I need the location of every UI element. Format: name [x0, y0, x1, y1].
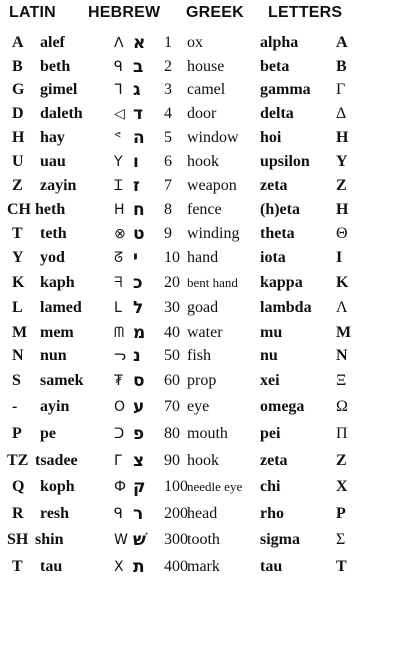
hebrew-letter: כ — [133, 273, 143, 293]
header-latin: LATIN — [9, 4, 56, 21]
greek-name: delta — [260, 105, 294, 122]
letter-meaning: mark — [187, 558, 220, 575]
greek-letter: Z — [336, 177, 347, 194]
greek-letter: Y — [336, 153, 348, 170]
paleo-hebrew-glyph: ᘔ — [114, 250, 124, 266]
paleo-hebrew-glyph: ᕼ — [114, 202, 125, 218]
paleo-hebrew-glyph: Ф — [114, 479, 127, 495]
latin-name: ayin — [40, 398, 70, 415]
header-hebrew: HEBREW — [88, 4, 161, 21]
latin-name: nun — [40, 347, 67, 364]
hebrew-letter: ו — [133, 152, 139, 172]
letter-meaning: bent hand — [187, 275, 238, 290]
greek-letter: A — [336, 34, 348, 51]
paleo-hebrew-glyph: ᓓ — [114, 348, 126, 364]
letter-meaning: house — [187, 58, 225, 75]
letter-meaning: fish — [187, 347, 211, 364]
greek-letter: H — [336, 201, 349, 218]
greek-letter: K — [336, 274, 349, 291]
greek-letter: T — [336, 558, 347, 575]
latin-letter: Z — [12, 177, 23, 194]
latin-name: heth — [35, 201, 66, 218]
numeric-value: 20 — [164, 274, 180, 291]
paleo-hebrew-glyph: ᒥ — [114, 453, 122, 469]
latin-letter: L — [12, 299, 23, 316]
latin-letter: CH — [7, 201, 31, 218]
latin-name: resh — [40, 505, 70, 522]
paleo-hebrew-glyph: O — [114, 399, 126, 415]
greek-letter: Ω — [336, 398, 348, 415]
letter-meaning: eye — [187, 398, 210, 415]
hebrew-letter: ע — [133, 397, 145, 417]
numeric-value: 5 — [164, 129, 172, 146]
hebrew-letter: ל — [133, 298, 144, 318]
greek-name: sigma — [260, 531, 300, 548]
letter-meaning: tooth — [187, 531, 220, 548]
paleo-hebrew-glyph: ⴷ — [114, 35, 124, 51]
hebrew-letter: ת — [133, 557, 145, 577]
greek-name: (h)eta — [260, 201, 300, 218]
paleo-hebrew-glyph: ᕝ — [114, 130, 122, 146]
greek-name: tau — [260, 558, 283, 575]
numeric-value: 4 — [164, 105, 172, 122]
greek-name: theta — [260, 225, 295, 242]
hebrew-letter: ב — [133, 57, 144, 77]
greek-name: zeta — [260, 177, 288, 194]
greek-name: lambda — [260, 299, 312, 316]
latin-name: tsadee — [35, 452, 78, 469]
hebrew-letter: ק — [133, 477, 146, 497]
greek-letter: Σ — [336, 531, 346, 548]
paleo-hebrew-glyph: ᒪ — [114, 300, 122, 316]
numeric-value: 80 — [164, 425, 180, 442]
numeric-value: 90 — [164, 452, 180, 469]
letter-meaning: hook — [187, 452, 219, 469]
numeric-value: 60 — [164, 372, 180, 389]
paleo-hebrew-glyph: ◁ — [114, 106, 125, 122]
latin-letter: T — [12, 558, 23, 575]
hebrew-letter: נ — [133, 346, 141, 366]
numeric-value: 9 — [164, 225, 172, 242]
latin-name: koph — [40, 478, 75, 495]
latin-letter: M — [12, 324, 28, 341]
latin-letter: Y — [12, 249, 24, 266]
greek-letter: X — [336, 478, 348, 495]
greek-letter: I — [336, 249, 343, 266]
table-header — [0, 0, 400, 28]
greek-letter: P — [336, 505, 346, 522]
latin-letter: D — [12, 105, 24, 122]
latin-name: beth — [40, 58, 71, 75]
numeric-value: 30 — [164, 299, 180, 316]
numeric-value: 6 — [164, 153, 172, 170]
hebrew-letter: צ — [133, 451, 145, 471]
latin-name: mem — [40, 324, 74, 341]
letter-meaning: hand — [187, 249, 219, 266]
numeric-value: 50 — [164, 347, 180, 364]
latin-name: alef — [40, 34, 65, 51]
greek-name: zeta — [260, 452, 288, 469]
greek-name: chi — [260, 478, 281, 495]
numeric-value: 40 — [164, 324, 180, 341]
paleo-hebrew-glyph: ₮ — [114, 373, 123, 389]
greek-letter: Λ — [336, 299, 348, 316]
latin-letter: T — [12, 225, 23, 242]
greek-name: kappa — [260, 274, 303, 291]
numeric-value: 100 — [164, 478, 188, 495]
paleo-hebrew-glyph: ᑫ — [114, 506, 123, 522]
latin-name: lamed — [40, 299, 82, 316]
latin-letter: G — [12, 81, 25, 98]
greek-name: hoi — [260, 129, 282, 146]
greek-letter: Ξ — [336, 372, 347, 389]
latin-name: samek — [40, 372, 84, 389]
latin-name: pe — [40, 425, 56, 442]
latin-letter: S — [12, 372, 21, 389]
latin-name: shin — [35, 531, 64, 548]
greek-name: alpha — [260, 34, 299, 51]
greek-name: upsilon — [260, 153, 310, 170]
letter-meaning: fence — [187, 201, 222, 218]
greek-name: xei — [260, 372, 280, 389]
latin-name: hay — [40, 129, 65, 146]
numeric-value: 8 — [164, 201, 172, 218]
letter-meaning: mouth — [187, 425, 228, 442]
numeric-value: 70 — [164, 398, 180, 415]
greek-name: nu — [260, 347, 278, 364]
greek-letter: N — [336, 347, 348, 364]
latin-letter: N — [12, 347, 24, 364]
hebrew-letter: ר — [133, 504, 144, 524]
latin-letter: B — [12, 58, 23, 75]
latin-letter: - — [12, 398, 18, 415]
greek-name: beta — [260, 58, 290, 75]
hebrew-letter: ג — [133, 80, 141, 100]
greek-letter: Θ — [336, 225, 348, 242]
numeric-value: 400 — [164, 558, 188, 575]
latin-letter: U — [12, 153, 24, 170]
header-greek: GREEK — [186, 4, 244, 21]
latin-name: uau — [40, 153, 66, 170]
hebrew-letter: פ — [133, 424, 145, 444]
greek-name: rho — [260, 505, 284, 522]
letter-meaning: door — [187, 105, 217, 122]
latin-letter: Q — [12, 478, 25, 495]
greek-letter: Γ — [336, 81, 346, 98]
greek-letter: H — [336, 129, 349, 146]
latin-letter: R — [12, 505, 24, 522]
latin-name: tau — [40, 558, 63, 575]
greek-letter: Δ — [336, 105, 347, 122]
numeric-value: 7 — [164, 177, 172, 194]
hebrew-letter: י — [133, 248, 139, 268]
latin-name: teth — [40, 225, 67, 242]
numeric-value: 3 — [164, 81, 172, 98]
hebrew-letter: ט — [133, 224, 145, 244]
numeric-value: 1 — [164, 34, 172, 51]
greek-letter: M — [336, 324, 352, 341]
numeric-value: 300 — [164, 531, 188, 548]
letter-meaning: winding — [187, 225, 240, 242]
paleo-hebrew-glyph: X — [114, 559, 124, 575]
header-letters: LETTERS — [268, 4, 343, 21]
letter-meaning: goad — [187, 299, 219, 316]
paleo-hebrew-glyph: ᗰ — [114, 325, 125, 341]
paleo-hebrew-glyph: ᑐ — [114, 426, 125, 442]
greek-name: mu — [260, 324, 283, 341]
latin-name: zayin — [40, 177, 77, 194]
paleo-hebrew-glyph: Y — [114, 154, 123, 170]
greek-name: omega — [260, 398, 305, 415]
latin-letter: SH — [7, 531, 29, 548]
letter-meaning: head — [187, 505, 218, 522]
letter-meaning: prop — [187, 372, 217, 389]
hebrew-letter: ז — [133, 176, 140, 196]
letter-meaning: hook — [187, 153, 219, 170]
greek-name: gamma — [260, 81, 311, 98]
latin-letter: TZ — [7, 452, 29, 469]
paleo-hebrew-glyph: ᒣ — [114, 82, 123, 98]
numeric-value: 2 — [164, 58, 172, 75]
greek-letter: B — [336, 58, 347, 75]
numeric-value: 200 — [164, 505, 188, 522]
latin-letter: K — [12, 274, 25, 291]
paleo-hebrew-glyph: ᖷ — [114, 275, 123, 291]
paleo-hebrew-glyph: Ꮖ — [114, 178, 124, 194]
latin-letter: H — [12, 129, 25, 146]
latin-name: kaph — [40, 274, 75, 291]
greek-letter: Z — [336, 452, 347, 469]
letter-meaning: camel — [187, 81, 226, 98]
latin-name: gimel — [40, 81, 78, 98]
letter-meaning: ox — [187, 34, 203, 51]
hebrew-letter: ד — [133, 104, 143, 124]
paleo-hebrew-glyph: ⊗ — [114, 226, 126, 242]
hebrew-letter: ה — [133, 128, 145, 148]
greek-name: pei — [260, 425, 281, 442]
letter-meaning: window — [187, 129, 239, 146]
latin-name: yod — [40, 249, 65, 266]
hebrew-letter: שׁ — [133, 530, 146, 550]
latin-letter: P — [12, 425, 22, 442]
greek-letter: Π — [336, 425, 348, 442]
hebrew-letter: ח — [133, 200, 145, 220]
hebrew-letter: מ — [133, 323, 146, 343]
greek-name: iota — [260, 249, 286, 266]
latin-letter: A — [12, 34, 24, 51]
hebrew-letter: א — [133, 33, 146, 53]
hebrew-letter: ס — [133, 371, 145, 391]
letter-meaning: needle eye — [187, 479, 243, 494]
letter-meaning: water — [187, 324, 223, 341]
paleo-hebrew-glyph: ᑫ — [114, 59, 123, 75]
latin-name: daleth — [40, 105, 83, 122]
paleo-hebrew-glyph: W — [114, 532, 128, 548]
numeric-value: 10 — [164, 249, 180, 266]
letter-meaning: weapon — [187, 177, 237, 194]
